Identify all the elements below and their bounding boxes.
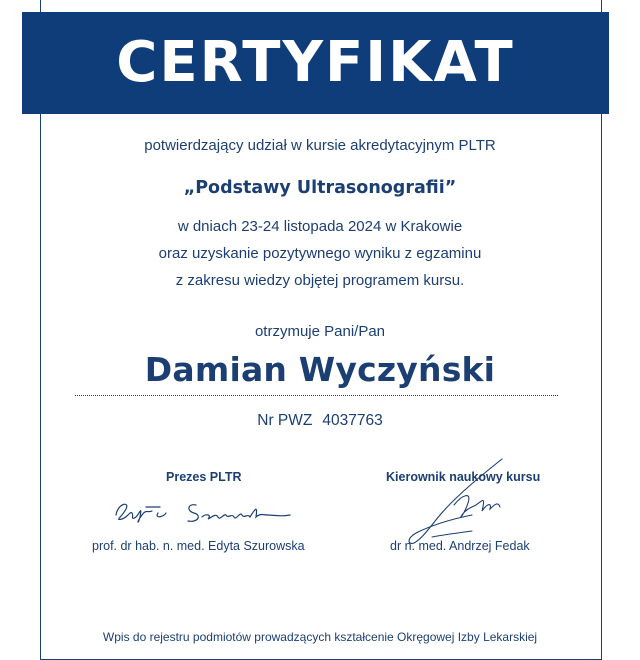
name-dotted-line — [75, 395, 558, 396]
recipient-name: Damian Wyczyński — [144, 350, 496, 389]
exam-result: oraz uzyskanie pozytywnego wyniku z egzaminu — [158, 245, 482, 262]
recipient-intro: otrzymuje Pani/Pan — [254, 323, 386, 340]
course-dates: w dniach 23-24 listopada 2024 w Krakowie — [177, 218, 463, 235]
intro-text: potwierdzający udział w kursie akredytacyjnym PLTR — [144, 137, 496, 154]
left-signatory-name: prof. dr hab. n. med. Edyta Szurowska — [92, 539, 305, 553]
pwz-label: Nr PWZ — [257, 412, 313, 429]
course-title: „Podstawy Ultrasonografii” — [183, 178, 457, 198]
certificate-title: CERTYFIKAT — [116, 30, 515, 95]
left-signatory-role: Prezes PLTR — [166, 470, 242, 484]
left-signature-image — [108, 493, 298, 529]
exam-scope: z zakresu wiedzy objętej programem kursu. — [175, 272, 465, 289]
pwz-line — [0, 412, 640, 430]
right-signature-image — [402, 455, 512, 550]
right-signatory-role: Kierownik naukowy kursu — [386, 470, 541, 484]
right-signatory-name: dr n. med. Andrzej Fedak — [390, 539, 530, 553]
title-banner — [22, 12, 609, 114]
registry-note: Wpis do rejestru podmiotów prowadzących kształcenie Okręgowej Izby Lekarskiej — [102, 630, 538, 644]
pwz-number: 4037763 — [322, 412, 383, 429]
